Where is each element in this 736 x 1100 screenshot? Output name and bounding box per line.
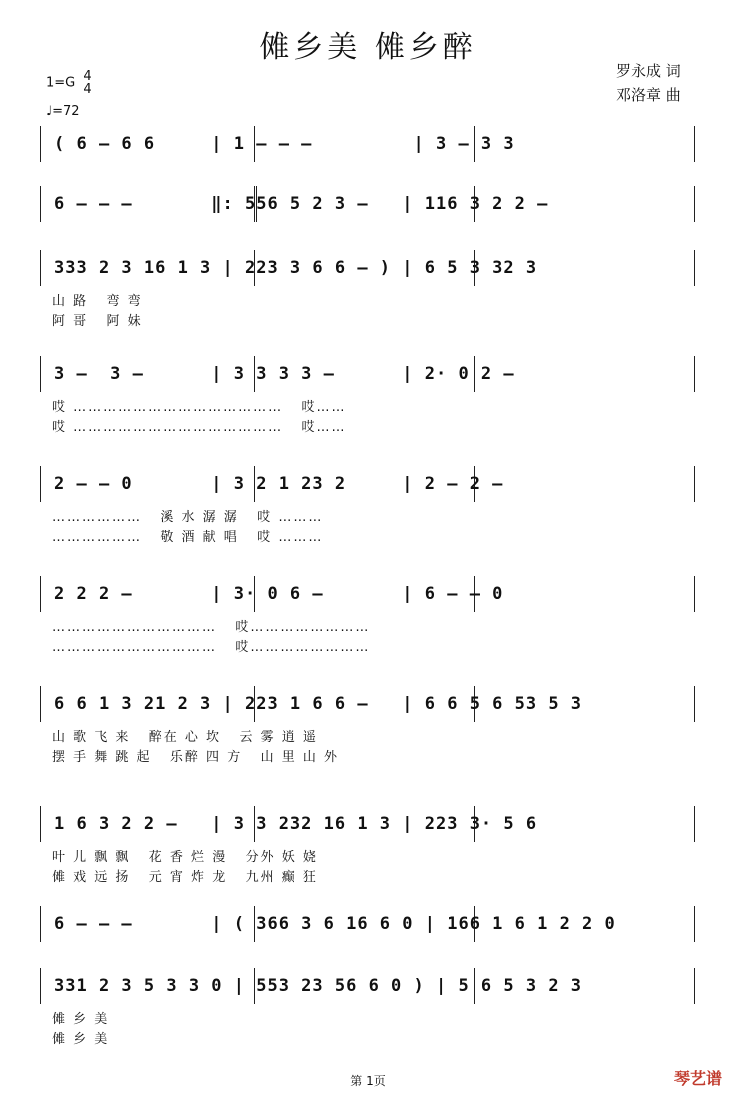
notation-line: 331 2 3 5 3 3 0 | 553 23 56 6 0 ) | 5 6 5 3 2 3 xyxy=(54,976,583,996)
score-line xyxy=(40,968,700,1047)
barline xyxy=(40,906,41,942)
notation-line: 333 2 3 16 1 3 | 223 3 6 6 – ) | 6 5 3 32 3 xyxy=(54,258,538,278)
lyric-line: 摆 手 舞 跳 起 乐醉 四 方 山 里 山 外 xyxy=(52,750,339,765)
barline xyxy=(40,686,41,722)
lyric-line: ……………… 敬 酒 献 唱 哎 ……… xyxy=(52,530,324,545)
composer-credit: 邓洛章 曲 xyxy=(616,86,681,104)
barline xyxy=(694,250,695,286)
score-line xyxy=(40,466,700,545)
time-sig-den: 4 xyxy=(83,82,92,97)
lyric-line: 哎 …………………………………… 哎…… xyxy=(52,400,347,415)
notation-line: 2 – – 0 | 3 2 1 23 2 | 2 – 2 – xyxy=(54,474,504,494)
lyric-line: …………………………… 哎…………………… xyxy=(52,640,371,655)
lyric-line: 山 路 弯 弯 xyxy=(52,294,143,309)
lyric-line: 阿 哥 阿 妹 xyxy=(52,314,143,329)
barline xyxy=(694,576,695,612)
time-signature xyxy=(83,70,91,96)
barline xyxy=(40,126,41,162)
barline xyxy=(694,466,695,502)
score-line xyxy=(40,186,700,226)
barline xyxy=(694,186,695,222)
watermark-logo: 琴艺谱 xyxy=(673,1069,722,1088)
barline xyxy=(694,356,695,392)
lyric-line: 傩 戏 远 扬 元 宵 炸 龙 九州 癫 狂 xyxy=(52,870,318,885)
barline xyxy=(694,686,695,722)
key-signature xyxy=(46,70,92,96)
barline xyxy=(40,466,41,502)
notation-line: ( 6 – 6 6 | 1 – – – | 3 – 3 3 xyxy=(54,134,515,154)
score-line xyxy=(40,576,700,655)
barline xyxy=(694,126,695,162)
lyric-line: 山 歌 飞 来 醉在 心 坎 云 雾 逍 遥 xyxy=(52,730,318,745)
song-title: 傩乡美 傩乡醉 xyxy=(259,30,477,65)
barline xyxy=(40,186,41,222)
lyric-line: ……………… 溪 水 潺 潺 哎 ……… xyxy=(52,510,324,525)
lyric-line: …………………………… 哎…………………… xyxy=(52,620,371,635)
barline xyxy=(694,906,695,942)
barline xyxy=(40,250,41,286)
notation-line: 3 – 3 – | 3 3 3 3 – | 2· 0 2 – xyxy=(54,364,515,384)
lyric-line: 哎 …………………………………… 哎…… xyxy=(52,420,347,435)
score-line xyxy=(40,686,700,765)
key-label: 1=G xyxy=(46,75,76,91)
barline xyxy=(694,806,695,842)
score-line xyxy=(40,806,700,885)
lyric-line: 傩 乡 美 xyxy=(52,1012,110,1027)
notation-line: 2 2 2 – | 3· 0 6 – | 6 – – 0 xyxy=(54,584,504,604)
score-line xyxy=(40,356,700,435)
barline xyxy=(40,356,41,392)
barline xyxy=(40,968,41,1004)
tempo-marking: ♩=72 xyxy=(46,104,80,119)
score-line xyxy=(40,250,700,329)
barline xyxy=(40,806,41,842)
page-number: 第 1页 xyxy=(350,1074,386,1088)
score-line xyxy=(40,906,700,946)
notation-line: 6 – – – | ( 366 3 6 16 6 0 | 166 1 6 1 2 2 0 xyxy=(54,914,616,934)
score-line xyxy=(40,126,700,166)
lyric-line: 傩 乡 美 xyxy=(52,1032,110,1047)
lyricist-credit: 罗永成 词 xyxy=(616,62,681,80)
time-sig-num: 4 xyxy=(83,69,92,84)
notation-line: 6 – – – ‖: 556 5 2 3 – | 116 3 2 2 – xyxy=(54,194,549,214)
notation-line: 6 6 1 3 21 2 3 | 223 1 6 6 – | 6 6 5 6 53 5 3 xyxy=(54,694,583,714)
notation-line: 1 6 3 2 2 – | 3 3 232 16 1 3 | 223 3· 5 6 xyxy=(54,814,538,834)
barline xyxy=(40,576,41,612)
barline xyxy=(694,968,695,1004)
lyric-line: 叶 儿 飘 飘 花 香 烂 漫 分外 妖 娆 xyxy=(52,850,318,865)
